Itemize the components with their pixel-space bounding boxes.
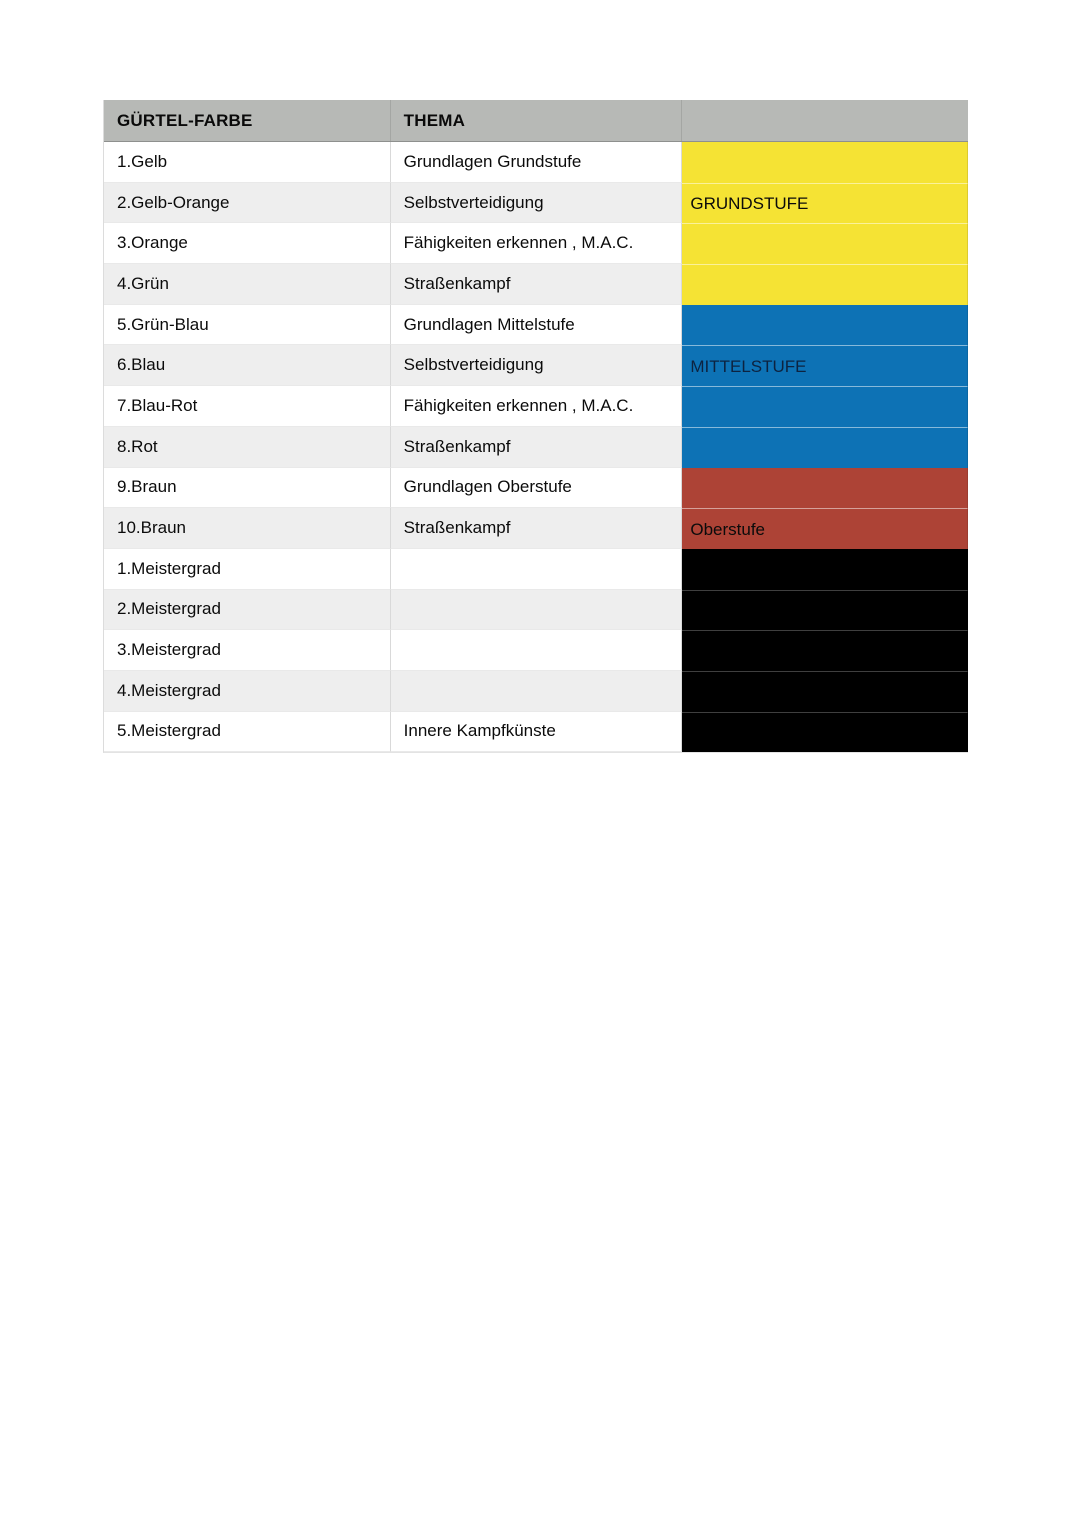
belt-color-band xyxy=(682,590,968,631)
belt-cell: 6.Blau xyxy=(104,345,391,386)
belt-color-band xyxy=(682,427,968,468)
thema-cell: Straßenkampf xyxy=(391,427,683,468)
stage-label: MITTELSTUFE xyxy=(690,356,807,376)
belt-color-band xyxy=(682,142,968,183)
thema-cell: Grundlagen Grundstufe xyxy=(391,142,683,183)
table-row xyxy=(104,590,968,631)
table-row xyxy=(104,549,968,590)
belt-color-band xyxy=(682,345,968,386)
belt-color-band xyxy=(682,305,968,346)
header-stage-empty xyxy=(682,100,968,141)
belt-cell: 2.Gelb-Orange xyxy=(104,183,391,224)
table-row xyxy=(104,630,968,671)
belt-color-band xyxy=(682,183,968,224)
thema-cell: Grundlagen Oberstufe xyxy=(391,468,683,509)
belt-cell: 3.Orange xyxy=(104,223,391,264)
stage-label: Oberstufe xyxy=(690,519,765,539)
thema-cell xyxy=(391,590,683,631)
table-row xyxy=(104,223,968,264)
belt-color-band xyxy=(682,630,968,671)
belt-color-band xyxy=(682,508,968,549)
table-row xyxy=(104,386,968,427)
table-row xyxy=(104,468,968,509)
table-header-row xyxy=(104,100,968,142)
belt-cell: 7.Blau-Rot xyxy=(104,386,391,427)
belt-color-band xyxy=(682,386,968,427)
belt-color-band xyxy=(682,264,968,305)
belt-color-band xyxy=(682,712,968,753)
thema-cell xyxy=(391,671,683,712)
belt-cell: 2.Meistergrad xyxy=(104,590,391,631)
belt-color-band xyxy=(682,671,968,712)
belt-cell: 1.Meistergrad xyxy=(104,549,391,590)
table-row xyxy=(104,305,968,346)
belt-cell: 8.Rot xyxy=(104,427,391,468)
thema-cell: Fähigkeiten erkennen , M.A.C. xyxy=(391,386,683,427)
thema-cell xyxy=(391,630,683,671)
belt-cell: 9.Braun xyxy=(104,468,391,509)
thema-cell: Innere Kampfkünste xyxy=(391,712,683,753)
table-row xyxy=(104,345,968,386)
table-row xyxy=(104,427,968,468)
belt-color-band xyxy=(682,549,968,590)
belt-color-band xyxy=(682,468,968,509)
thema-cell: Grundlagen Mittelstufe xyxy=(391,305,683,346)
table-row xyxy=(104,712,968,753)
table-row xyxy=(104,508,968,549)
table-row xyxy=(104,671,968,712)
belt-cell: 4.Meistergrad xyxy=(104,671,391,712)
belt-color-band xyxy=(682,223,968,264)
thema-cell: Selbstverteidigung xyxy=(391,183,683,224)
stage-label: GRUNDSTUFE xyxy=(690,194,809,214)
table-row xyxy=(104,264,968,305)
thema-cell: Fähigkeiten erkennen , M.A.C. xyxy=(391,223,683,264)
header-thema: THEMA xyxy=(391,100,683,141)
belt-cell: 3.Meistergrad xyxy=(104,630,391,671)
belt-cell: 5.Meistergrad xyxy=(104,712,391,753)
belt-cell: 5.Grün-Blau xyxy=(104,305,391,346)
belt-cell: 4.Grün xyxy=(104,264,391,305)
thema-cell: Straßenkampf xyxy=(391,508,683,549)
thema-cell: Straßenkampf xyxy=(391,264,683,305)
belt-grades-table xyxy=(103,100,968,753)
belt-cell: 10.Braun xyxy=(104,508,391,549)
belt-cell: 1.Gelb xyxy=(104,142,391,183)
table-row xyxy=(104,183,968,224)
header-guertel-farbe: GÜRTEL-FARBE xyxy=(104,100,391,141)
thema-cell: Selbstverteidigung xyxy=(391,345,683,386)
thema-cell xyxy=(391,549,683,590)
table-row xyxy=(104,142,968,183)
